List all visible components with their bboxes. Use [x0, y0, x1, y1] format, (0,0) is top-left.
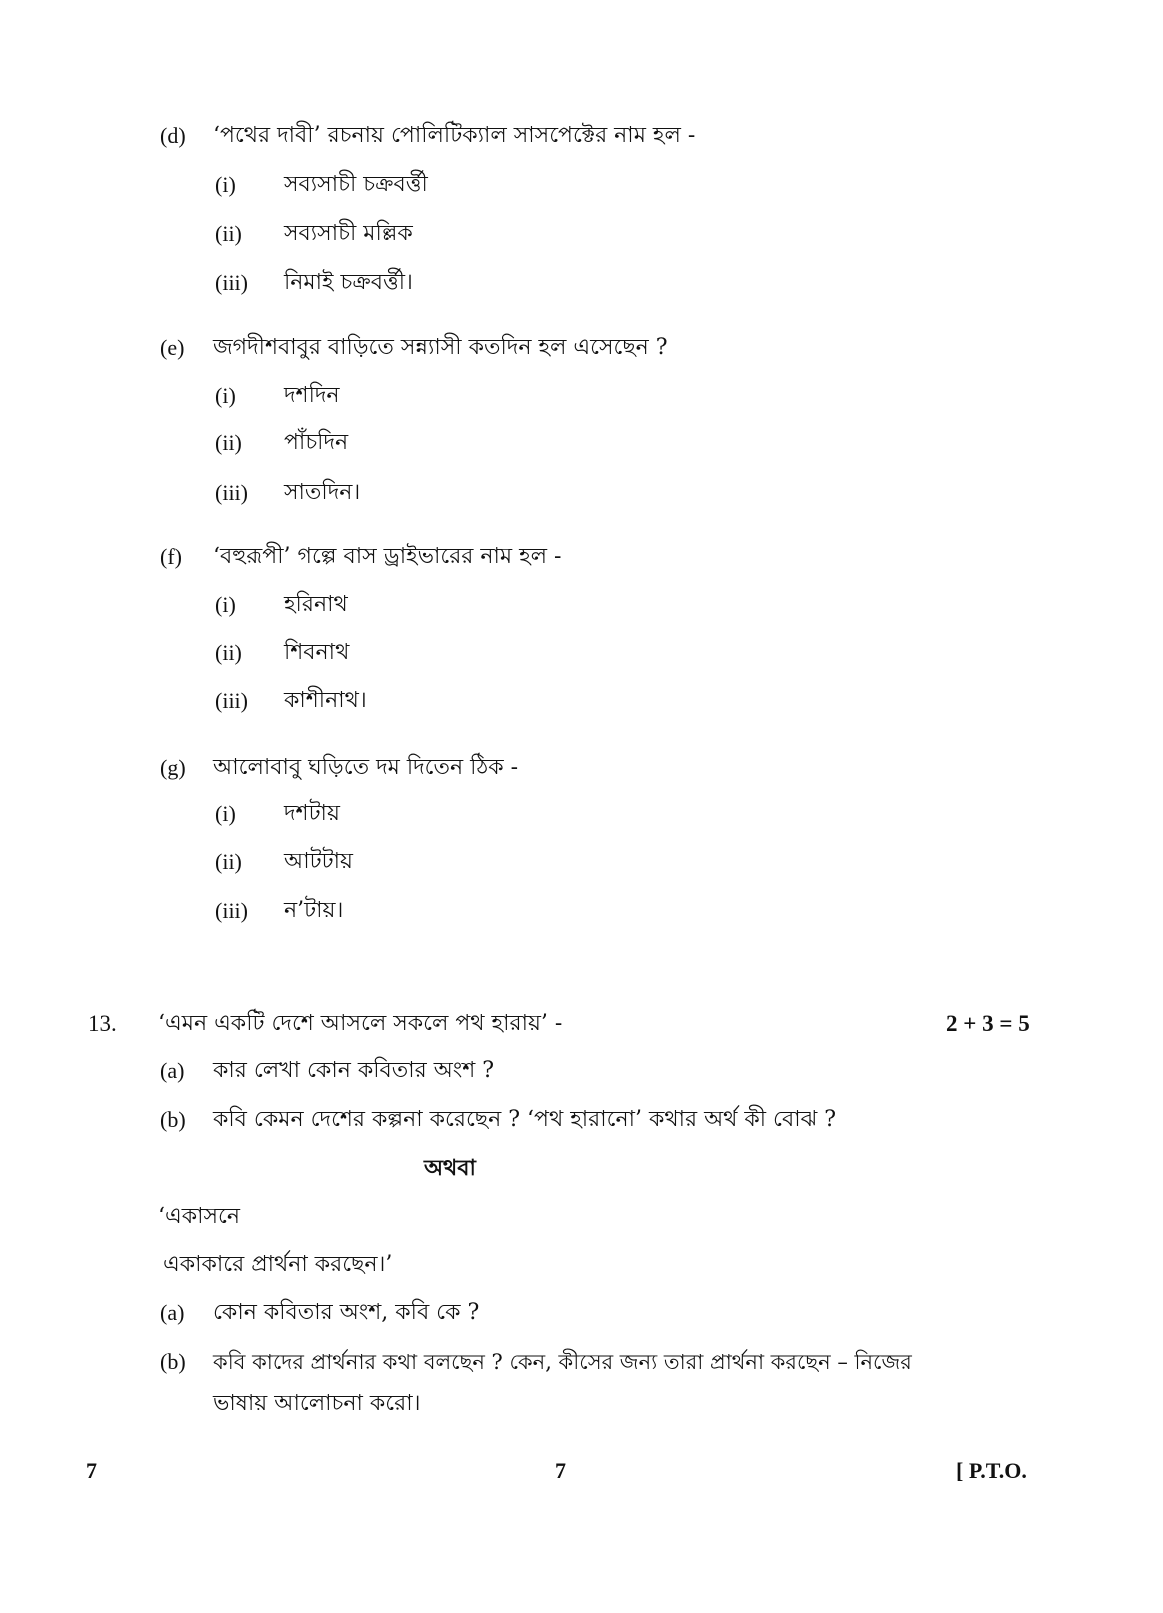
q12d-opt1-text: সব্যসাচী চক্রবর্ত্তী [284, 172, 428, 197]
q12f-opt2-text: শিবনাথ [284, 640, 350, 665]
q12g-opt3-label: (iii) [215, 898, 248, 923]
q13a-label: (a) [160, 1058, 185, 1083]
q12f-opt3-label: (iii) [215, 688, 248, 713]
q12g-opt1-label: (i) [215, 801, 236, 826]
q12e-opt2-text: পাঁচদিন [284, 430, 349, 455]
q13-quote: ‘এমন একটি দেশে আসলে সকলে পথ হারায়’ - [158, 1011, 563, 1036]
q12g-label: (g) [160, 755, 186, 780]
q12e-question: জগদীশবাবুর বাড়িতে সন্ন্যাসী কতদিন হল এসেছেন ? [213, 335, 668, 360]
q13b-label: (b) [160, 1107, 186, 1132]
q12f-opt1-label: (i) [215, 592, 236, 617]
q12f-opt2-label: (ii) [215, 640, 242, 665]
q12g-question: আলোবাবু ঘড়িতে দম দিতেন ঠিক - [213, 755, 519, 780]
q12f-opt1-text: হরিনাথ [284, 592, 348, 617]
q12d-opt3-label: (iii) [215, 270, 248, 295]
footer-pto: [ P.T.O. [956, 1458, 1027, 1483]
q12d-label: (d) [160, 123, 186, 148]
q12e-opt3-text: সাতদিন। [284, 480, 361, 505]
q12e-opt1-label: (i) [215, 383, 236, 408]
q13-quote2-line2: একাকারে প্রার্থনা করছেন।’ [163, 1252, 393, 1277]
q12g-opt3-text: ন’টায়। [284, 898, 344, 923]
q12e-opt2-label: (ii) [215, 430, 242, 455]
q12d-opt1-label: (i) [215, 172, 236, 197]
q13b2-line1: কবি কাদের প্রার্থনার কথা বলছেন ? কেন, কীসের জন্য তারা প্রার্থনা করছেন – নিজের [213, 1350, 912, 1374]
q12e-opt3-label: (iii) [215, 480, 248, 505]
q13-number: 13. [88, 1011, 117, 1036]
q13b-text: কবি কেমন দেশের কল্পনা করেছেন ? ‘পথ হারানো’ কথার অর্থ কী বোঝ ? [213, 1107, 837, 1132]
q12d-opt2-label: (ii) [215, 221, 242, 246]
q12e-label: (e) [160, 335, 185, 360]
q12d-question: ‘পথের দাবী’ রচনায় পোলিটিক্যাল সাসপেক্টের নাম হল - [213, 123, 696, 148]
footer-center-page-number: 7 [555, 1458, 566, 1483]
q12f-question: ‘বহুরূপী’ গল্পে বাস ড্রাইভারের নাম হল - [213, 544, 562, 569]
q12g-opt2-label: (ii) [215, 849, 242, 874]
q13-quote2-line1: ‘একাসনে [158, 1204, 241, 1229]
q12g-opt2-text: আটটায় [284, 849, 353, 874]
or-heading: অথবা [424, 1155, 476, 1181]
q12e-opt1-text: দশদিন [284, 383, 340, 408]
q13b2-line2: ভাষায় আলোচনা করো। [213, 1391, 421, 1416]
q13b2-label: (b) [160, 1349, 186, 1374]
q13-marks: 2 + 3 = 5 [946, 1011, 1030, 1036]
q12f-label: (f) [160, 544, 182, 569]
q12d-opt3-text: নিমাই চক্রবর্ত্তী। [284, 270, 413, 295]
q12d-opt2-text: সব্যসাচী মল্লিক [284, 221, 413, 246]
q12g-opt1-text: দশটায় [284, 801, 340, 826]
q12f-opt3-text: কাশীনাথ। [284, 688, 367, 713]
q13a-text: কার লেখা কোন কবিতার অংশ ? [213, 1058, 495, 1083]
q13a2-text: কোন কবিতার অংশ, কবি কে ? [213, 1300, 480, 1325]
q13a2-label: (a) [160, 1300, 185, 1325]
footer-left-page-number: 7 [86, 1458, 97, 1483]
